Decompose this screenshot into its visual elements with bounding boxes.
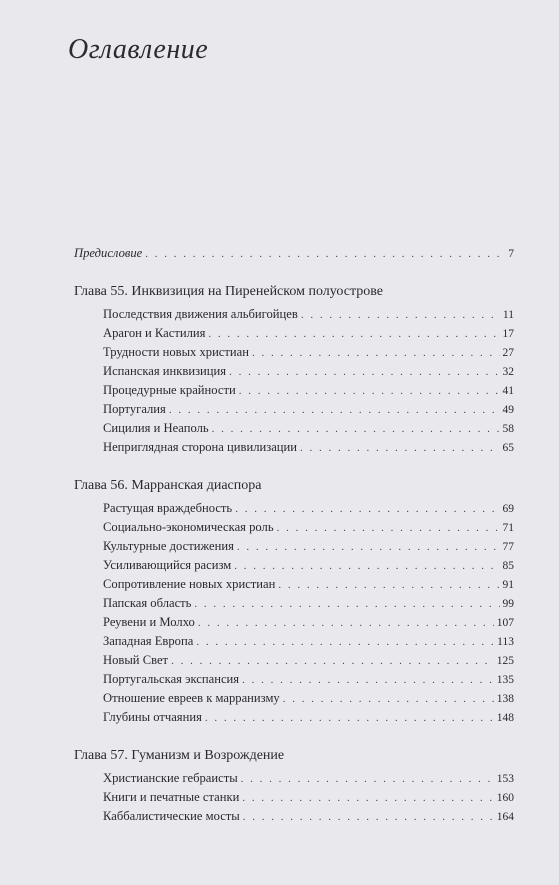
toc-entry-label: Сицилия и Неаполь — [103, 421, 209, 435]
leader-dots — [242, 789, 493, 808]
toc-entry-label: Реувени и Молхо — [103, 615, 195, 629]
toc-page-number: 77 — [502, 541, 514, 553]
toc-entry — [74, 419, 514, 438]
leader-dots — [171, 652, 494, 671]
toc-entry-label: Сопротивление новых христиан — [103, 577, 276, 591]
toc-entry — [74, 556, 514, 575]
toc-page-number: 135 — [496, 674, 514, 686]
toc-page-number: 58 — [502, 423, 514, 435]
leader-dots — [277, 519, 500, 538]
toc-page-number: 11 — [502, 309, 514, 321]
toc-entry — [74, 324, 514, 343]
toc-entry — [74, 651, 514, 670]
leader-dots — [169, 401, 500, 420]
leader-dots — [194, 595, 499, 614]
leader-dots — [208, 325, 499, 344]
toc-entry — [74, 362, 514, 381]
toc-entry — [74, 708, 514, 727]
toc-entry — [74, 438, 514, 457]
toc-entry-label: Арагон и Кастилия — [103, 326, 206, 340]
toc-page-number: 41 — [502, 385, 514, 397]
toc-page-number: 49 — [502, 404, 514, 416]
toc-entry — [74, 518, 514, 537]
toc-page-number: 85 — [502, 560, 514, 572]
leader-dots — [278, 576, 499, 595]
toc-entry-label: Процедурные крайности — [103, 383, 236, 397]
chapter-heading: Глава 57. Гуманизм и Возрождение — [74, 748, 285, 763]
toc-page-number: 138 — [496, 693, 514, 705]
toc-entry — [74, 769, 514, 788]
page-title: Оглавление — [68, 34, 209, 65]
leader-dots — [300, 439, 499, 458]
toc-page-number: 7 — [508, 248, 514, 260]
toc-entry — [74, 305, 514, 324]
leader-dots — [239, 382, 500, 401]
chapter-heading: Глава 56. Марранская диаспора — [74, 478, 262, 493]
leader-dots — [301, 306, 500, 325]
toc-entry-label: Папская область — [103, 596, 192, 610]
toc-entry-label: Трудности новых христиан — [103, 345, 249, 359]
toc-page-number: 160 — [496, 792, 514, 804]
toc-page-number: 27 — [502, 347, 514, 359]
toc-entry-label: Растущая враждебность — [103, 501, 233, 515]
toc-entry-label: Новый Свет — [103, 653, 169, 667]
toc-page-number: 107 — [496, 617, 514, 629]
toc-entry — [74, 343, 514, 362]
leader-dots — [229, 363, 499, 382]
toc-entry-label: Культурные достижения — [103, 539, 234, 553]
toc-page-number: 113 — [497, 636, 514, 648]
table-of-contents — [74, 244, 514, 826]
leader-dots — [198, 614, 494, 633]
toc-entry-label: Отношение евреев к марранизму — [103, 691, 280, 705]
toc-page-number: 65 — [502, 442, 514, 454]
toc-entry — [74, 670, 514, 689]
toc-page-number: 91 — [502, 579, 514, 591]
toc-entry — [74, 788, 514, 807]
toc-entry-label: Неприглядная сторона цивилизации — [103, 440, 298, 454]
toc-entry-label: Книги и печатные станки — [103, 790, 240, 804]
toc-entry-label: Христианские гебраисты — [103, 771, 238, 785]
toc-page-number: 148 — [496, 712, 514, 724]
leader-dots — [235, 500, 499, 519]
leader-dots — [234, 557, 499, 576]
toc-entry — [74, 632, 514, 651]
toc-page-number: 153 — [496, 773, 514, 785]
leader-dots — [212, 420, 500, 439]
toc-page-number: 164 — [496, 811, 514, 823]
toc-page-number: 32 — [502, 366, 514, 378]
toc-entry-label: Глубины отчаяния — [103, 710, 202, 724]
toc-entry-label: Последствия движения альбигойцев — [103, 307, 298, 321]
toc-entry-label: Португалия — [103, 402, 166, 416]
leader-dots — [241, 770, 494, 789]
toc-entry — [74, 537, 514, 556]
leader-dots — [205, 709, 494, 728]
toc-page-number: 17 — [502, 328, 514, 340]
leader-dots — [283, 690, 494, 709]
toc-entry-label: Предисловие — [74, 246, 143, 260]
leader-dots — [243, 808, 494, 827]
leader-dots — [237, 538, 500, 557]
toc-entry — [74, 499, 514, 518]
toc-page-number: 69 — [502, 503, 514, 515]
toc-entry-label: Испанская инквизиция — [103, 364, 227, 378]
toc-entry-label: Усиливающийся расизм — [103, 558, 232, 572]
toc-entry-label: Социально-экономическая роль — [103, 520, 274, 534]
toc-entry-label: Каббалистические мосты — [103, 809, 240, 823]
toc-entry — [74, 807, 514, 826]
toc-entry-label: Португальская экспансия — [103, 672, 240, 686]
toc-entry-preface — [74, 244, 514, 263]
toc-entry — [74, 594, 514, 613]
toc-entry — [74, 381, 514, 400]
toc-entry — [74, 400, 514, 419]
toc-page-number: 99 — [502, 598, 514, 610]
toc-entry — [74, 613, 514, 632]
leader-dots — [145, 245, 505, 264]
leader-dots — [196, 633, 494, 652]
leader-dots — [242, 671, 494, 690]
chapter-heading: Глава 55. Инквизиция на Пиренейском полуострове — [74, 284, 383, 299]
toc-entry — [74, 689, 514, 708]
toc-page-number: 125 — [496, 655, 514, 667]
toc-entry — [74, 575, 514, 594]
toc-page-number: 71 — [502, 522, 514, 534]
leader-dots — [252, 344, 500, 363]
toc-entry-label: Западная Европа — [103, 634, 194, 648]
